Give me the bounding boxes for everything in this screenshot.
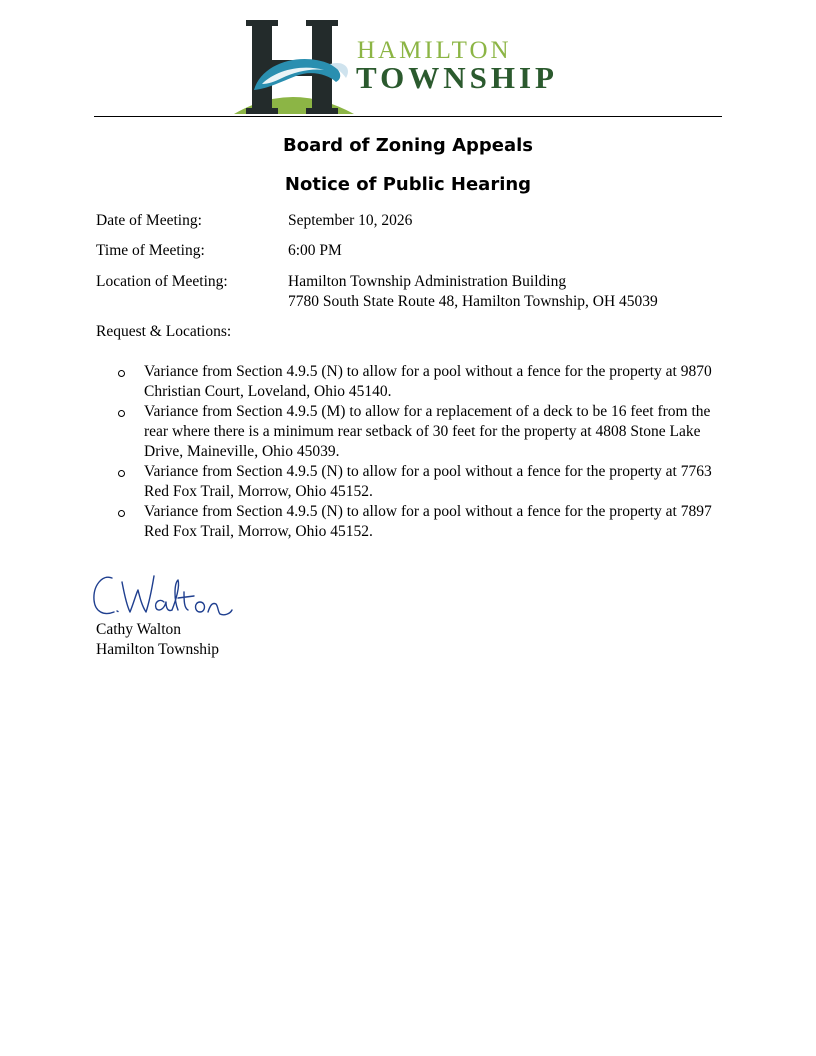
header-divider [94, 116, 722, 117]
bullet-circle-icon [118, 410, 125, 417]
request-text: Variance from Section 4.9.5 (N) to allow for a pool without a fence for the property at 9870 Christian Court, Loveland, Ohio 45140. [144, 363, 712, 400]
signer-name: Cathy Walton [96, 621, 182, 638]
handwritten-signature [90, 568, 240, 624]
date-value: September 10, 2026 [288, 212, 413, 229]
request-text: Variance from Section 4.9.5 (M) to allow for a replacement of a deck to be 16 feet from the rear where there is a minimum rear setback of 30 feet for the property at 4808 Stone Lake Drive, Maineville, Ohio 45039. [144, 403, 711, 460]
board-title: Board of Zoning Appeals [282, 135, 534, 156]
location-building: Hamilton Township Administration Building [288, 273, 567, 290]
requests-list [96, 362, 736, 542]
township-logo [232, 18, 592, 116]
request-item [96, 502, 736, 542]
request-text: Variance from Section 4.9.5 (N) to allow for a pool without a fence for the property at 7763 Red Fox Trail, Morrow, Ohio 45152. [144, 463, 712, 500]
request-text: Variance from Section 4.9.5 (N) to allow for a pool without a fence for the property at 7897 Red Fox Trail, Morrow, Ohio 45152. [144, 503, 712, 540]
signature-icon [90, 568, 240, 624]
bullet-circle-icon [118, 510, 125, 517]
time-value: 6:00 PM [288, 242, 342, 259]
bullet-circle-icon [118, 470, 125, 477]
date-label: Date of Meeting: [96, 212, 202, 229]
location-address: 7780 South State Route 48, Hamilton Township, OH 45039 [288, 293, 658, 310]
logo-text-hamilton: HAMILTON [357, 37, 512, 64]
request-item [96, 462, 736, 502]
bullet-circle-icon [118, 370, 125, 377]
request-item [96, 362, 736, 402]
time-label: Time of Meeting: [96, 242, 205, 259]
notice-title: Notice of Public Hearing [284, 174, 532, 195]
signer-organization: Hamilton Township [96, 641, 220, 658]
requests-label: Request & Locations: [96, 323, 232, 340]
location-label: Location of Meeting: [96, 273, 228, 290]
logo-text-township: TOWNSHIP [356, 60, 558, 95]
request-item [96, 402, 736, 462]
